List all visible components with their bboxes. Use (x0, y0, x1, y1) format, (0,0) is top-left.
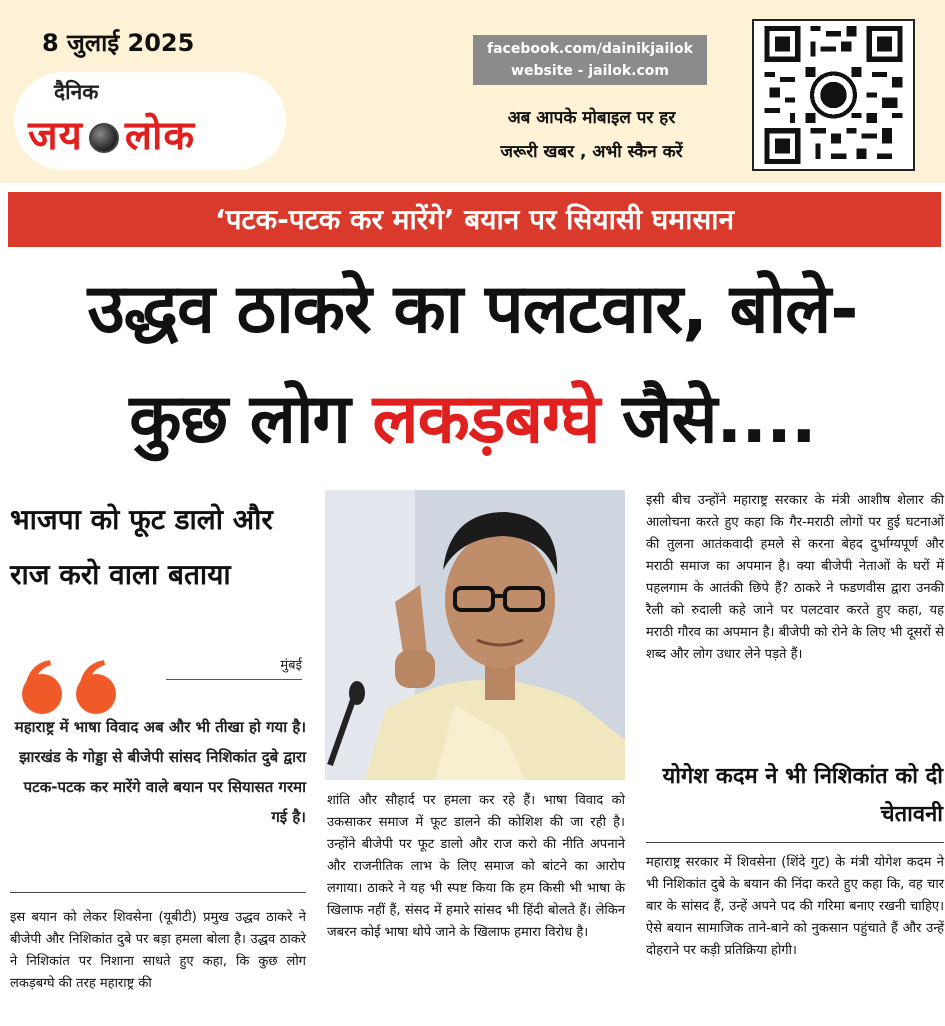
politician-photo (325, 490, 625, 780)
secondary-subheadline: योगेश कदम ने भी निशिकांत को दी चेतावनी (662, 764, 943, 827)
headline-line-2-end: जैसे.... (599, 380, 816, 459)
headline-line-1: उद्धव ठाकरे का पलटवार, बोले- (87, 270, 858, 349)
social-links (473, 35, 707, 85)
headline-line-2 (0, 365, 945, 475)
newspaper-logo[interactable] (14, 72, 286, 170)
body-column-2: शांति और सौहार्द पर हमला कर रहे हैं। भाषा विवाद को उकसाकर समाज में फूट डालने की कोशिश की जा रही है। उन्होंने बीजेपी पर फूट डालो और राज करो की नीति अपनाने और राजनीतिक लाभ के लिए समाज को बांटने का आरोप लगाया। ठाकरे ने यह भी स्पष्ट किया कि हम किसी भी भाषा के खिलाफ नहीं हैं, संसद में हमारे सांसद भी हिंदी बोलते हैं। लेकिन जबरन कोई भाषा थोपे जाने के खिलाफ हमारा विरोध है। (327, 793, 625, 940)
masthead (0, 0, 945, 183)
logo-wordmark (28, 106, 195, 161)
logo-word-lok: लोक (124, 113, 196, 159)
headline-line-2-start: कुछ लोग (129, 380, 373, 459)
story-banner: ‘पटक-पटक कर मारेंगे’ बयान पर सियासी घमासान (8, 192, 941, 247)
logo-prefix: दैनिक (54, 80, 99, 104)
promo-line-2: जरूरी खबर , अभी स्कैन करें (500, 142, 683, 162)
body-column-1: इस बयान को लेकर शिवसेना (यूबीटी) प्रमुख उद्धव ठाकरे ने बीजेपी और निशिकांत दुबे पर बड़ा हमला बोला है। उद्धव ठाकरे ने निशिकांत पर निशाना साधते हुए कहा, कि कुछ लोग लकड़बग्घे की तरह महाराष्ट्र की (10, 910, 306, 991)
column-3-divider (646, 842, 944, 843)
column-divider (10, 892, 306, 893)
issue-date: 8 जुलाई 2025 (42, 29, 195, 57)
headline-highlight: लकड़बग्घे (372, 380, 600, 459)
mobile-promo (464, 101, 719, 169)
body-column-3b: महाराष्ट्र सरकार में शिवसेना (शिंदे गुट) के मंत्री योगेश कदम ने भी निशिकांत दुबे के बयान की निंदा करते हुए कहा कि, वह चार बार के सांसद हैं, उन्हें अपने पद की गरिमा बनाए रखनी चाहिए। ऐसे बयान सामाजिक ताने-बाने को नुकसान पहुंचाते हैं और उन्हें दोहराने पर कड़ी प्रतिक्रिया होगी। (646, 855, 944, 958)
subheadline: भाजपा को फूट डालो और राज करो वाला बताया (10, 503, 273, 591)
main-headline (0, 255, 945, 475)
promo-line-1: अब आपके मोबाइल पर हर (507, 108, 676, 128)
website-link[interactable]: website - jailok.com (511, 63, 669, 79)
logo-word-jay: जय (28, 113, 83, 159)
globe-icon (89, 123, 119, 153)
body-column-3: इसी बीच उन्होंने महाराष्ट्र सरकार के मंत्री आशीष शेलार की आलोचना करते हुए कहा कि गैर-मराठी लोगों पर हुई घटनाओं की तुलना आतंकवादी हमले से करना बेहद दुर्भाग्यपूर्ण और मराठी समाज का अपमान है। क्या बीजेपी नेताओं के घरों में पहलगाम के आतंकी छिपे हैं? ठाकरे ने फडणवीस द्वारा उनकी रैली को रुदाली कहे जाने पर पलटवार करते हुए कहा, यह मराठी गौरव का अपमान है। बीजेपी को रोने के लिए भी दूसरों से शब्द और लोग उधार लेने पड़ते हैं। (646, 493, 944, 662)
qr-code-icon[interactable] (752, 19, 915, 171)
lead-paragraph: महाराष्ट्र में भाषा विवाद अब और भी तीखा हो गया है। झारखंड के गोड्डा से बीजेपी सांसद निशिकांत दुबे द्वारा पटक-पटक कर मारेंगे वाले बयान पर सियासत गरमा गई है। (14, 718, 306, 826)
dateline: मुंबई (166, 655, 302, 680)
quote-icon (20, 658, 122, 718)
facebook-link[interactable]: facebook.com/dainikjailok (487, 41, 693, 57)
